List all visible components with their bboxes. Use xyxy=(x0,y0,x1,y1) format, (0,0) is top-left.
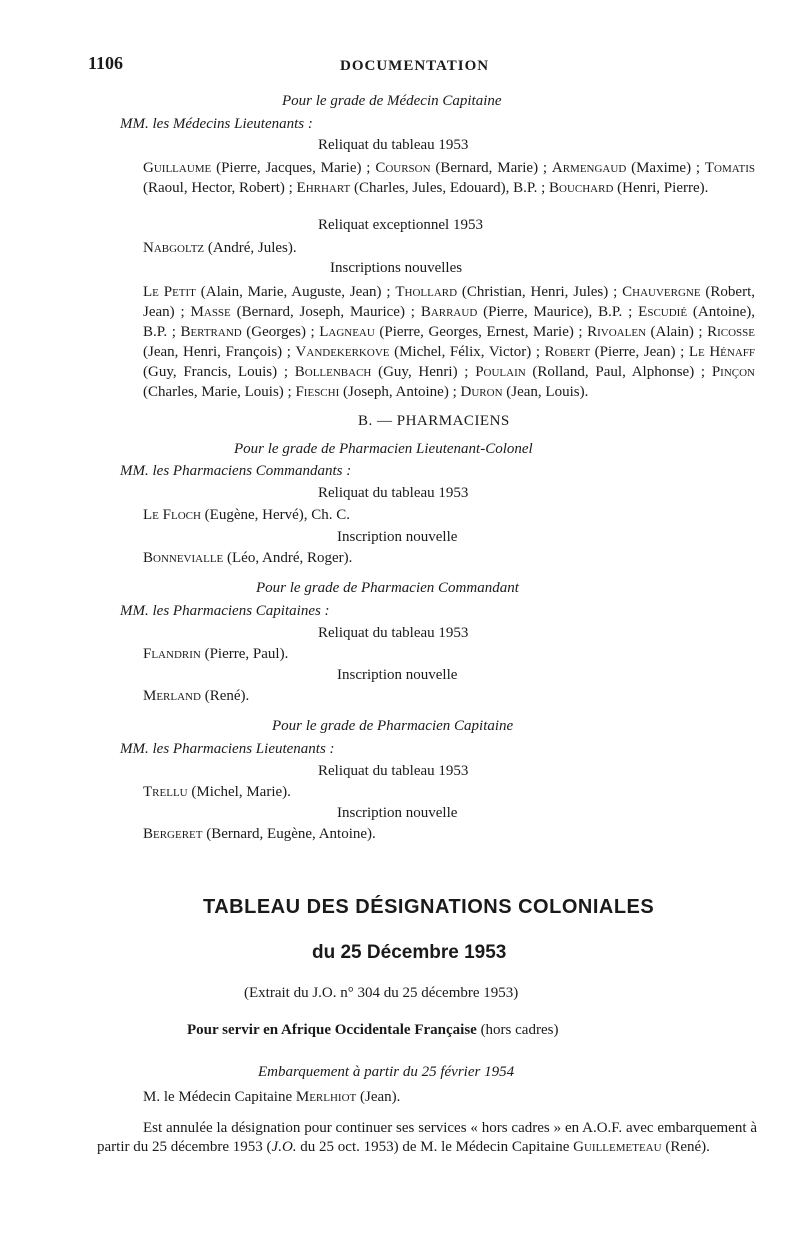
subheading-reliquat: Reliquat du tableau 1953 xyxy=(318,137,469,153)
names-paragraph: Flandrin (Pierre, Paul). xyxy=(143,646,289,662)
names-paragraph: Bonnevialle (Léo, André, Roger). xyxy=(143,550,353,566)
person-name: Escudié xyxy=(638,304,688,320)
subheading-inscription: Inscription nouvelle xyxy=(337,529,458,545)
annulation-paragraph: Est annulée la désignation pour continuer ses services « hors cadres » en A.O.F. avec embarquement à partir du 25 décembre 1953 (J.O. du 25 oct. 1953) de M. le Médecin Capitaine Guillemeteau (René). xyxy=(97,1120,757,1155)
grade-heading: Pour le grade de Médecin Capitaine xyxy=(282,93,502,109)
subheading-exceptionnel: Reliquat exceptionnel 1953 xyxy=(318,217,483,233)
person-name: Lagneau xyxy=(319,324,375,340)
grade-heading: Pour le grade de Pharmacien Lieutenant-Colonel xyxy=(234,441,533,457)
names-paragraph: Le Petit (Alain, Marie, Auguste, Jean) ; Thollard (Christian, Henri, Jules) ; Chauvergne (Robert, Jean) ; Masse (Bernard, Joseph, Maurice) ; Barraud (Pierre, Maurice), B.P. ; Escudié (Antoine), B.P. ; Bertrand (Georges) ; Lagneau (Pierre, Georges, Ernest, Marie) ; Rivoalen (Alain) ; Ricosse (Jean, Henri, François) ; Vandekerkove (Michel, Félix, Victor) ; Robert (Pierre, Jean) ; Le Hénaff (Guy, Francis, Louis) ; Bollenbach (Guy, Henri) ; Poulain (Rolland, Paul, Alphonse) ; Pinçon (Charles, Marie, Louis) ; Fieschi (Joseph, Antoine) ; Duron (Jean, Louis). xyxy=(143,284,756,400)
names-paragraph: Nabgoltz (André, Jules). xyxy=(143,240,297,256)
person-name: Le Floch xyxy=(143,507,201,523)
person-name: Poulain xyxy=(475,364,526,380)
person-name: Merlhiot xyxy=(295,1089,357,1105)
names-paragraph: Trellu (Michel, Marie). xyxy=(143,784,291,800)
mm-line: MM. les Médecins Lieutenants : xyxy=(120,116,313,132)
person-name: Chauvergne xyxy=(622,284,701,300)
section-heading: B. — PHARMACIENS xyxy=(358,413,510,429)
names-paragraph: Bergeret (Bernard, Eugène, Antoine). xyxy=(143,826,376,842)
page-number: 1106 xyxy=(88,53,124,73)
person-name: Courson xyxy=(375,160,431,176)
person-name: Thollard xyxy=(395,284,458,300)
person-name: Rivoalen xyxy=(587,324,647,340)
subheading-reliquat: Reliquat du tableau 1953 xyxy=(318,485,469,501)
person-name: Flandrin xyxy=(143,646,201,662)
person-name: Guillaume xyxy=(143,160,212,176)
person-name: Trellu xyxy=(143,784,188,800)
aof-line: Pour servir en Afrique Occidentale Française (hors cadres) xyxy=(187,1022,559,1038)
running-header: DOCUMENTATION xyxy=(340,58,490,74)
mm-line: MM. les Pharmaciens Lieutenants : xyxy=(120,741,335,757)
person-name: Le Petit xyxy=(143,284,196,300)
person-name: Bouchard xyxy=(549,180,614,196)
person-name: Guillemeteau xyxy=(573,1139,662,1155)
person-name: Nabgoltz xyxy=(143,240,205,256)
table-date: du 25 Décembre 1953 xyxy=(312,942,507,963)
subheading-inscription: Inscription nouvelle xyxy=(337,667,458,683)
person-name: Bertrand xyxy=(180,324,242,340)
names-paragraph: Merland (René). xyxy=(143,688,250,704)
person-name: Armengaud xyxy=(551,160,627,176)
names-paragraph: Le Floch (Eugène, Hervé), Ch. C. xyxy=(143,507,351,523)
person-name: Ehrhart xyxy=(296,180,351,196)
person-name: Le Hénaff xyxy=(688,344,756,360)
person-name: Fieschi xyxy=(295,384,340,400)
person-name: Masse xyxy=(190,304,231,320)
person-name: Vandekerkove xyxy=(295,344,390,360)
mm-line: MM. les Pharmaciens Commandants : xyxy=(120,463,352,479)
person-name: Duron xyxy=(460,384,503,400)
extrait-line: (Extrait du J.O. n° 304 du 25 décembre 1953) xyxy=(244,985,519,1001)
table-title: TABLEAU DES DÉSIGNATIONS COLONIALES xyxy=(203,896,655,918)
person-name: Robert xyxy=(544,344,591,360)
person-name: Pinçon xyxy=(711,364,756,380)
person-name: Bollenbach xyxy=(294,364,372,380)
person-name: Ricosse xyxy=(707,324,756,340)
person-name: Bergeret xyxy=(143,826,203,842)
grade-heading: Pour le grade de Pharmacien Capitaine xyxy=(272,718,514,734)
names-paragraph: Guillaume (Pierre, Jacques, Marie) ; Courson (Bernard, Marie) ; Armengaud (Maxime) ; Tomatis (Raoul, Hector, Robert) ; Ehrhart (Charles, Jules, Edouard), B.P. ; Bouchard (Henri, Pierre). xyxy=(143,160,755,196)
person-name: Tomatis xyxy=(704,160,755,176)
person-name: Merland xyxy=(143,688,201,704)
designation-line: M. le Médecin Capitaine Merlhiot (Jean). xyxy=(143,1089,401,1105)
subheading-reliquat: Reliquat du tableau 1953 xyxy=(318,625,469,641)
subheading-inscription: Inscription nouvelle xyxy=(337,805,458,821)
person-name: Barraud xyxy=(420,304,478,320)
mm-line: MM. les Pharmaciens Capitaines : xyxy=(120,603,330,619)
grade-heading: Pour le grade de Pharmacien Commandant xyxy=(256,580,519,596)
embarquement-line: Embarquement à partir du 25 février 1954 xyxy=(258,1064,515,1080)
person-name: Bonnevialle xyxy=(143,550,224,566)
subheading-reliquat: Reliquat du tableau 1953 xyxy=(318,763,469,779)
subheading-nouvelles: Inscriptions nouvelles xyxy=(330,260,463,276)
